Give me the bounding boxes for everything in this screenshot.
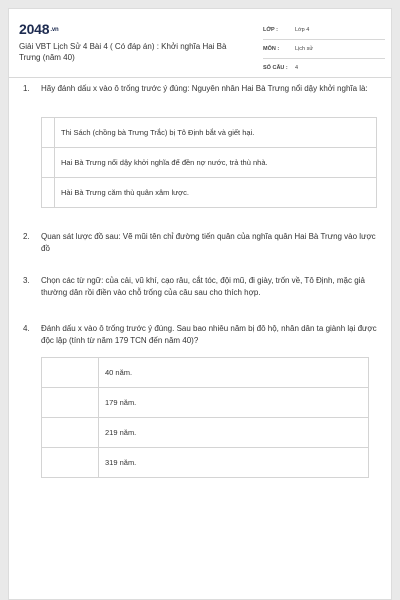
question-4-options bbox=[41, 357, 369, 478]
question-number: 3. bbox=[23, 276, 30, 285]
meta-label-class: LỚP : bbox=[263, 27, 278, 33]
answer-checkbox[interactable] bbox=[42, 358, 99, 388]
meta-row-count bbox=[263, 63, 385, 78]
option-row bbox=[42, 388, 369, 418]
option-row bbox=[42, 178, 377, 208]
site-logo[interactable] bbox=[19, 21, 58, 37]
question-number: 4. bbox=[23, 324, 30, 333]
meta-row-class bbox=[263, 25, 385, 40]
option-text: Hài Bà Trưng căm thù quân xâm lược. bbox=[55, 178, 377, 208]
document-title: Giải VBT Lịch Sử 4 Bài 4 ( Có đáp án) : Khởi nghĩa Hai Bà Trưng (năm 40) bbox=[19, 42, 227, 62]
option-row bbox=[42, 448, 369, 478]
option-text: 319 năm. bbox=[99, 448, 369, 478]
option-text: 40 năm. bbox=[99, 358, 369, 388]
question-number: 1. bbox=[23, 84, 30, 93]
option-text: 219 năm. bbox=[99, 418, 369, 448]
question-1-options bbox=[41, 117, 377, 208]
question-text: Đánh dấu x vào ô trống trước ý đúng. Sau bao nhiêu năm bị đô hộ, nhân dân ta giành lại được độc lập (tính từ năm 179 TCN đến năm 40)? bbox=[41, 324, 377, 345]
option-text: 179 năm. bbox=[99, 388, 369, 418]
option-text: Hai Bà Trưng nổi dậy khởi nghĩa để đền nợ nước, trả thù nhà. bbox=[55, 148, 377, 178]
answer-checkbox[interactable] bbox=[42, 388, 99, 418]
document-page bbox=[8, 8, 392, 600]
meta-value-count: 4 bbox=[295, 65, 299, 71]
document-header bbox=[19, 17, 383, 73]
answer-checkbox[interactable] bbox=[42, 178, 55, 208]
meta-row-subject bbox=[263, 44, 385, 59]
option-row bbox=[42, 118, 377, 148]
answer-checkbox[interactable] bbox=[42, 448, 99, 478]
question-text: Chọn các từ ngữ: của cải, vũ khí, cạo râu, cắt tóc, đội mũ, đi giày, trốn về, Tô Định, mặc giả thường dân rồi điền vào chỗ trống của câu sau cho thích hợp. bbox=[41, 276, 365, 297]
meta-value-class: Lớp 4 bbox=[295, 27, 310, 33]
question-text: Hãy đánh dấu x vào ô trống trước ý đúng: Nguyên nhân Hai Bà Trưng nổi dậy khởi nghĩa là: bbox=[41, 84, 368, 93]
option-text: Thi Sách (chồng bà Trưng Trắc) bị Tô Định bắt và giết hại. bbox=[55, 118, 377, 148]
meta-label-subject: MÔN : bbox=[263, 46, 280, 52]
logo-suffix: .vn bbox=[50, 27, 59, 34]
header-divider bbox=[9, 77, 391, 78]
answer-checkbox[interactable] bbox=[42, 118, 55, 148]
meta-label-count: SỐ CÂU : bbox=[263, 65, 288, 71]
logo-main: 2048 bbox=[19, 21, 50, 37]
meta-info bbox=[263, 25, 385, 82]
question-number: 2. bbox=[23, 232, 30, 241]
question-text: Quan sát lược đồ sau: Vẽ mũi tên chỉ đường tiến quân của nghĩa quân Hai Bà Trưng vào lược đồ bbox=[41, 232, 376, 253]
option-row bbox=[42, 418, 369, 448]
answer-checkbox[interactable] bbox=[42, 148, 55, 178]
option-row bbox=[42, 148, 377, 178]
answer-checkbox[interactable] bbox=[42, 418, 99, 448]
meta-value-subject: Lịch sử bbox=[295, 46, 314, 52]
option-row bbox=[42, 358, 369, 388]
